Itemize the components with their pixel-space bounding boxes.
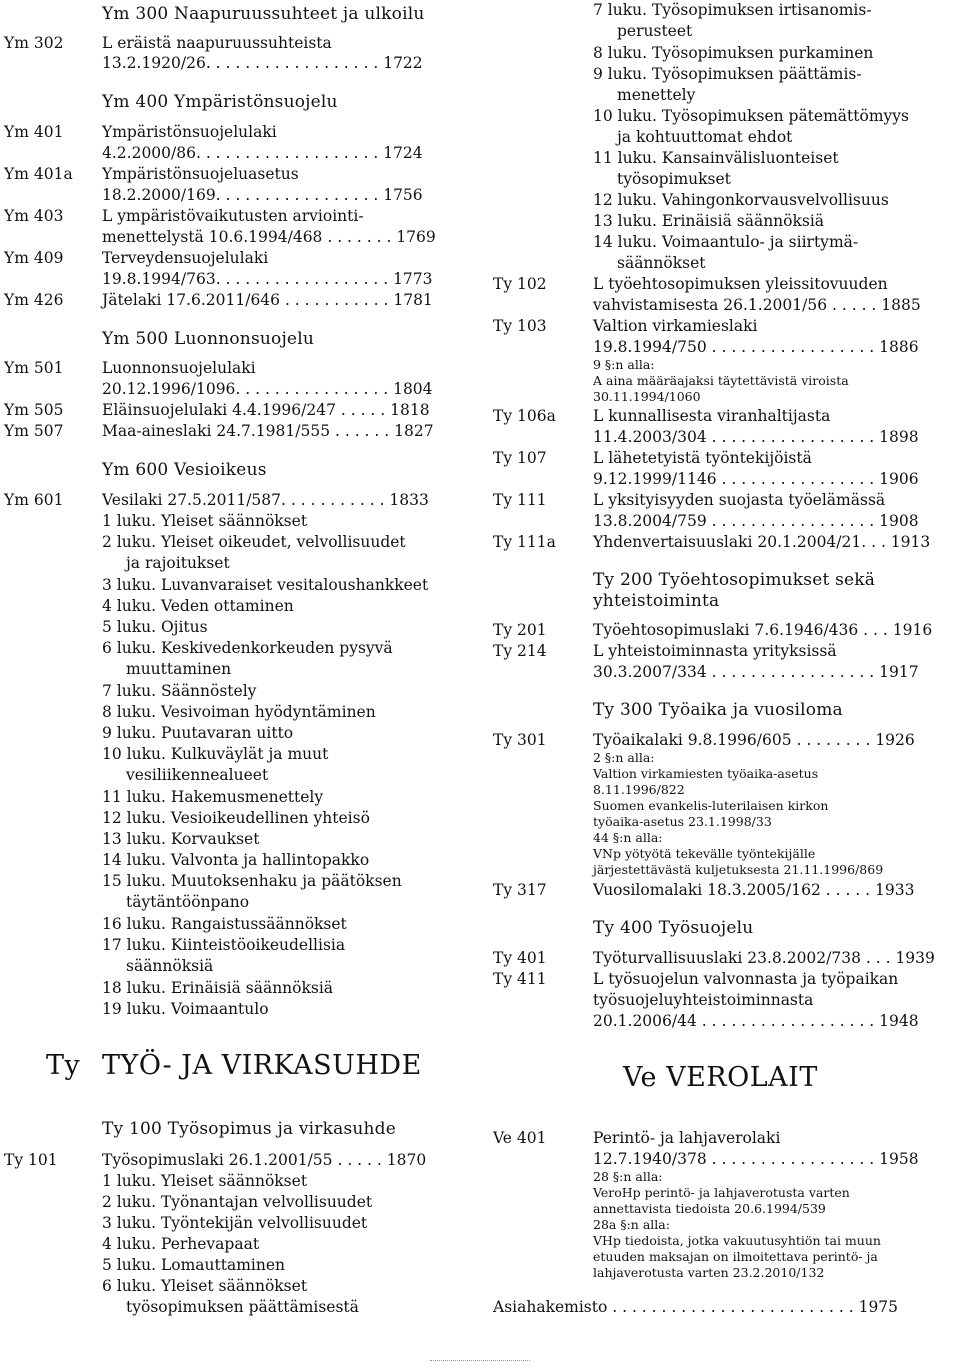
note-text: etuuden maksajan on ilmoitettava perintö- ja bbox=[593, 1249, 878, 1264]
entry-text: Vuosilomalaki 18.3.2005/162 . . . . . 1933 bbox=[593, 881, 915, 899]
law-code: Ym 409 bbox=[4, 249, 64, 267]
law-code: Ty 103 bbox=[493, 317, 547, 335]
section-heading: Ty 400 Työsuojelu bbox=[593, 918, 754, 938]
entry-text: Yhdenvertaisuuslaki 20.1.2004/21. . . 1913 bbox=[593, 533, 931, 551]
entry-text: 13 luku. Korvaukset bbox=[102, 830, 260, 848]
note-text: 28a §:n alla: bbox=[593, 1217, 670, 1232]
entry-text: säännökset bbox=[617, 254, 706, 272]
entry-text: 14 luku. Valvonta ja hallintopakko bbox=[102, 851, 370, 869]
entry-text: 19.8.1994/750 . . . . . . . . . . . . . . . . . 1886 bbox=[593, 338, 919, 356]
section-heading: Ty 200 Työehtosopimukset sekä bbox=[593, 570, 876, 590]
note-text: VHp tiedoista, jotka vakuutusyhtiön tai muun bbox=[593, 1233, 881, 1248]
entry-text: menettely bbox=[617, 86, 696, 104]
entry-text: 5 luku. Ojitus bbox=[102, 618, 208, 636]
chapter-heading: Ty bbox=[46, 1050, 81, 1081]
entry-text: 18 luku. Erinäisiä säännöksiä bbox=[102, 979, 334, 997]
entry-text: 11 luku. Hakemusmenettely bbox=[102, 788, 324, 806]
note-text: Suomen evankelis-luterilaisen kirkon bbox=[593, 798, 829, 813]
entry-text: 13.2.1920/26. . . . . . . . . . . . . . . . . . 1722 bbox=[102, 54, 423, 72]
entry-text: 12 luku. Vahingonkorvausvelvollisuus bbox=[593, 191, 889, 209]
entry-text: perusteet bbox=[617, 22, 693, 40]
entry-text: 5 luku. Lomauttaminen bbox=[102, 1256, 285, 1274]
law-code: Ty 401 bbox=[493, 949, 547, 967]
entry-text: työsopimukset bbox=[617, 170, 731, 188]
entry-text: 19 luku. Voimaantulo bbox=[102, 1000, 269, 1018]
entry-text: 9 luku. Puutavaran uitto bbox=[102, 724, 294, 742]
law-code: Ty 214 bbox=[493, 642, 547, 660]
entry-text: Ympäristönsuojeluasetus bbox=[102, 165, 299, 183]
entry-text: Valtion virkamieslaki bbox=[593, 317, 758, 335]
law-code: Ym 302 bbox=[4, 34, 64, 52]
entry-text: 20.1.2006/44 . . . . . . . . . . . . . . . . . . 1948 bbox=[593, 1012, 919, 1030]
law-code: Ym 401 bbox=[4, 123, 64, 141]
entry-text: 2 luku. Yleiset oikeudet, velvollisuudet bbox=[102, 533, 406, 551]
note-text: työaika-asetus 23.1.1998/33 bbox=[593, 814, 772, 829]
entry-text: 18.2.2000/169. . . . . . . . . . . . . . . . . 1756 bbox=[102, 186, 423, 204]
entry-text: Luonnonsuojelulaki bbox=[102, 359, 256, 377]
page-bottom-rule bbox=[430, 1360, 530, 1371]
section-heading: Ym 500 Luonnonsuojelu bbox=[102, 329, 314, 349]
entry-text: 11.4.2003/304 . . . . . . . . . . . . . . . . . 1898 bbox=[593, 428, 919, 446]
entry-text: 7 luku. Työsopimuksen irtisanomis- bbox=[593, 1, 872, 19]
entry-text: L lähetetyistä työntekijöistä bbox=[593, 449, 812, 467]
law-code: Ty 317 bbox=[493, 881, 547, 899]
chapter-heading: TYÖ- JA VIRKASUHDE bbox=[102, 1050, 422, 1081]
note-text: 9 §:n alla: bbox=[593, 357, 655, 372]
law-code: Ty 111a bbox=[493, 533, 556, 551]
entry-text: 8 luku. Vesivoiman hyödyntäminen bbox=[102, 703, 376, 721]
entry-text: Työturvallisuuslaki 23.8.2002/738 . . . 1939 bbox=[593, 949, 935, 967]
entry-text: vesiliikennealueet bbox=[126, 766, 269, 784]
entry-text: 9.12.1999/1146 . . . . . . . . . . . . . . . . 1906 bbox=[593, 470, 919, 488]
entry-text: L eräistä naapuruussuhteista bbox=[102, 34, 332, 52]
entry-text: 4.2.2000/86. . . . . . . . . . . . . . . . . . . 1724 bbox=[102, 144, 423, 162]
entry-text: Eläinsuojelulaki 4.4.1996/247 . . . . . 1818 bbox=[102, 401, 430, 419]
entry-text: L yhteistoiminnasta yrityksissä bbox=[593, 642, 837, 660]
entry-text: 3 luku. Työntekijän velvollisuudet bbox=[102, 1214, 368, 1232]
chapter-heading: Ve VEROLAIT bbox=[623, 1062, 818, 1093]
entry-text: 14 luku. Voimaantulo- ja siirtymä- bbox=[593, 233, 859, 251]
entry-text: 10 luku. Kulkuväylät ja muut bbox=[102, 745, 329, 763]
law-code: Ym 505 bbox=[4, 401, 64, 419]
entry-text: 7 luku. Säännöstely bbox=[102, 682, 257, 700]
entry-text: Maa-aineslaki 24.7.1981/555 . . . . . . 1827 bbox=[102, 422, 434, 440]
entry-text: L työsuojelun valvonnasta ja työpaikan bbox=[593, 970, 899, 988]
entry-text: Perintö- ja lahjaverolaki bbox=[593, 1129, 781, 1147]
note-text: lahjaverotusta varten 23.2.2010/132 bbox=[593, 1265, 825, 1280]
entry-text: 16 luku. Rangaistussäännökset bbox=[102, 915, 347, 933]
section-heading: Ty 100 Työsopimus ja virkasuhde bbox=[102, 1119, 397, 1139]
entry-text: ja kohtuuttomat ehdot bbox=[617, 128, 793, 146]
entry-text: 12 luku. Vesioikeudellinen yhteisö bbox=[102, 809, 370, 827]
entry-text: 6 luku. Yleiset säännökset bbox=[102, 1277, 308, 1295]
entry-text: säännöksiä bbox=[126, 957, 214, 975]
entry-text: 13.8.2004/759 . . . . . . . . . . . . . . . . . 1908 bbox=[593, 512, 919, 530]
note-text: VeroHp perintö- ja lahjaverotusta varten bbox=[593, 1185, 850, 1200]
entry-text: 8 luku. Työsopimuksen purkaminen bbox=[593, 44, 874, 62]
entry-text: menettelystä 10.6.1994/468 . . . . . . . 1769 bbox=[102, 228, 436, 246]
note-text: 44 §:n alla: bbox=[593, 830, 663, 845]
note-text: 8.11.1996/822 bbox=[593, 782, 685, 797]
entry-text: 3 luku. Luvanvaraiset vesitaloushankkeet bbox=[102, 576, 429, 594]
law-code: Ty 106a bbox=[493, 407, 556, 425]
entry-text: 1 luku. Yleiset säännökset bbox=[102, 512, 308, 530]
entry-text: Vesilaki 27.5.2011/587. . . . . . . . . . . 1833 bbox=[102, 491, 429, 509]
entry-text: muuttaminen bbox=[126, 660, 232, 678]
note-text: annettavista tiedoista 20.6.1994/539 bbox=[593, 1201, 826, 1216]
entry-text: L kunnallisesta viranhaltijasta bbox=[593, 407, 831, 425]
entry-text: vahvistamisesta 26.1.2001/56 . . . . . 1885 bbox=[593, 296, 921, 314]
entry-text: 4 luku. Perhevapaat bbox=[102, 1235, 260, 1253]
entry-text: täytäntöönpano bbox=[126, 893, 250, 911]
entry-text: 10 luku. Työsopimuksen pätemättömyys bbox=[593, 107, 909, 125]
law-code: Ty 201 bbox=[493, 621, 547, 639]
entry-text: 2 luku. Työnantajan velvollisuudet bbox=[102, 1193, 373, 1211]
entry-text: L ympäristövaikutusten arviointi- bbox=[102, 207, 364, 225]
entry-text: 6 luku. Keskivedenkorkeuden pysyvä bbox=[102, 639, 393, 657]
note-text: A aina määräajaksi täytettävistä viroista bbox=[593, 373, 849, 388]
law-code: Ty 411 bbox=[493, 970, 547, 988]
law-code: Asiahakemisto . . . . . . . . . . . . . . . . . . . . . . . . . 1975 bbox=[493, 1298, 899, 1316]
law-code: Ty 107 bbox=[493, 449, 547, 467]
entry-text: Jätelaki 17.6.2011/646 . . . . . . . . . . . 1781 bbox=[102, 291, 433, 309]
entry-text: 11 luku. Kansainvälisluonteiset bbox=[593, 149, 839, 167]
section-heading: Ym 300 Naapuruussuhteet ja ulkoilu bbox=[102, 4, 425, 24]
entry-text: Terveydensuojelulaki bbox=[102, 249, 269, 267]
entry-text: Työehtosopimuslaki 7.6.1946/436 . . . 1916 bbox=[593, 621, 933, 639]
law-code: Ym 403 bbox=[4, 207, 64, 225]
law-code: Ve 401 bbox=[493, 1129, 547, 1147]
entry-text: 15 luku. Muutoksenhaku ja päätöksen bbox=[102, 872, 402, 890]
law-code: Ty 301 bbox=[493, 731, 547, 749]
entry-text: Työaikalaki 9.8.1996/605 . . . . . . . . 1926 bbox=[593, 731, 915, 749]
section-heading: yhteistoiminta bbox=[593, 591, 720, 611]
note-text: 2 §:n alla: bbox=[593, 750, 655, 765]
entry-text: Ympäristönsuojelulaki bbox=[102, 123, 277, 141]
note-text: 28 §:n alla: bbox=[593, 1169, 663, 1184]
entry-text: Työsopimuslaki 26.1.2001/55 . . . . . 1870 bbox=[102, 1151, 427, 1169]
section-heading: Ym 600 Vesioikeus bbox=[102, 460, 267, 480]
law-code: Ym 601 bbox=[4, 491, 64, 509]
entry-text: työsuojeluyhteistoiminnasta bbox=[593, 991, 814, 1009]
law-code: Ym 401a bbox=[4, 165, 73, 183]
entry-text: 19.8.1994/763. . . . . . . . . . . . . . . . . . 1773 bbox=[102, 270, 433, 288]
law-code: Ym 501 bbox=[4, 359, 64, 377]
entry-text: 30.3.2007/334 . . . . . . . . . . . . . . . . . 1917 bbox=[593, 663, 919, 681]
law-code: Ym 507 bbox=[4, 422, 64, 440]
note-text: järjestettävästä kuljetuksesta 21.11.1996/869 bbox=[593, 862, 884, 877]
entry-text: 17 luku. Kiinteistöoikeudellisia bbox=[102, 936, 346, 954]
law-code: Ty 111 bbox=[493, 491, 547, 509]
entry-text: 4 luku. Veden ottaminen bbox=[102, 597, 294, 615]
entry-text: 12.7.1940/378 . . . . . . . . . . . . . . . . . 1958 bbox=[593, 1150, 919, 1168]
note-text: VNp yötyötä tekevälle työntekijälle bbox=[593, 846, 816, 861]
entry-text: 9 luku. Työsopimuksen päättämis- bbox=[593, 65, 862, 83]
law-code: Ym 426 bbox=[4, 291, 64, 309]
entry-text: L työehtosopimuksen yleissitovuuden bbox=[593, 275, 888, 293]
entry-text: L yksityisyyden suojasta työelämässä bbox=[593, 491, 886, 509]
note-text: 30.11.1994/1060 bbox=[593, 389, 701, 404]
entry-text: ja rajoitukset bbox=[126, 554, 230, 572]
note-text: Valtion virkamiesten työaika-asetus bbox=[593, 766, 819, 781]
law-code: Ty 101 bbox=[4, 1151, 58, 1169]
entry-text: 20.12.1996/1096. . . . . . . . . . . . . . . . 1804 bbox=[102, 380, 433, 398]
law-code: Ty 102 bbox=[493, 275, 547, 293]
section-heading: Ty 300 Työaika ja vuosiloma bbox=[593, 700, 843, 720]
section-heading: Ym 400 Ympäristönsuojelu bbox=[102, 92, 338, 112]
entry-text: työsopimuksen päättämisestä bbox=[126, 1298, 359, 1316]
entry-text: 13 luku. Erinäisiä säännöksiä bbox=[593, 212, 825, 230]
entry-text: 1 luku. Yleiset säännökset bbox=[102, 1172, 308, 1190]
